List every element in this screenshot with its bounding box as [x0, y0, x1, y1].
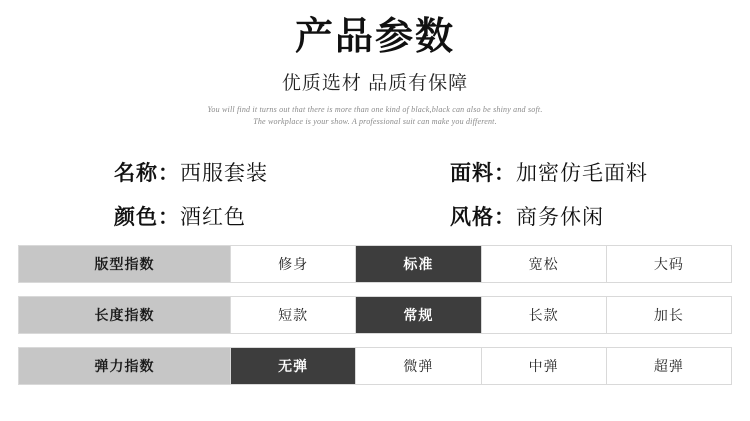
page-title: 产品参数 — [294, 16, 455, 58]
spec-label: 颜色： — [114, 206, 180, 230]
index-row-title: 弹力指数 — [19, 348, 231, 384]
spec-value: 加密仿毛面料 — [516, 162, 648, 186]
index-option[interactable]: 大码 — [607, 246, 731, 282]
index-option[interactable]: 长款 — [482, 297, 607, 333]
spec-item-color — [18, 201, 338, 231]
index-option-selected[interactable]: 常规 — [356, 297, 481, 333]
english-tagline — [0, 104, 750, 130]
spec-value: 商务休闲 — [516, 206, 604, 230]
english-tagline-line-2: The workplace is your show. A professional suit can make you different. — [253, 117, 497, 127]
index-option[interactable]: 超弹 — [607, 348, 731, 384]
index-option[interactable]: 中弹 — [482, 348, 607, 384]
spec-item-fabric — [338, 157, 668, 187]
index-option[interactable]: 宽松 — [482, 246, 607, 282]
index-option[interactable]: 微弹 — [356, 348, 481, 384]
index-option-selected[interactable]: 标准 — [356, 246, 481, 282]
spec-label: 名称： — [114, 162, 180, 186]
index-option-selected[interactable]: 无弹 — [231, 348, 356, 384]
index-option[interactable]: 修身 — [231, 246, 356, 282]
index-option[interactable]: 短款 — [231, 297, 356, 333]
index-row-title: 版型指数 — [19, 246, 231, 282]
english-tagline-line-1: You will find it turns out that there is more than one kind of black,black can also be shiny and soft. — [207, 104, 543, 114]
spec-row — [18, 157, 732, 187]
page-subtitle: 优质选材 品质有保障 — [281, 72, 469, 94]
spec-value: 西服套装 — [180, 162, 268, 186]
index-option[interactable]: 加长 — [607, 297, 731, 333]
index-tables — [0, 245, 750, 385]
spec-value: 酒红色 — [180, 206, 246, 230]
spec-item-name — [18, 157, 338, 187]
index-row-fit — [18, 245, 732, 283]
spec-label: 面料： — [450, 162, 516, 186]
index-row-elasticity — [18, 347, 732, 385]
spec-label: 风格： — [450, 206, 516, 230]
spec-list — [0, 157, 750, 231]
index-row-title: 长度指数 — [19, 297, 231, 333]
page-header — [0, 0, 750, 129]
index-row-length — [18, 296, 732, 334]
spec-row — [18, 201, 732, 231]
spec-item-style — [338, 201, 668, 231]
